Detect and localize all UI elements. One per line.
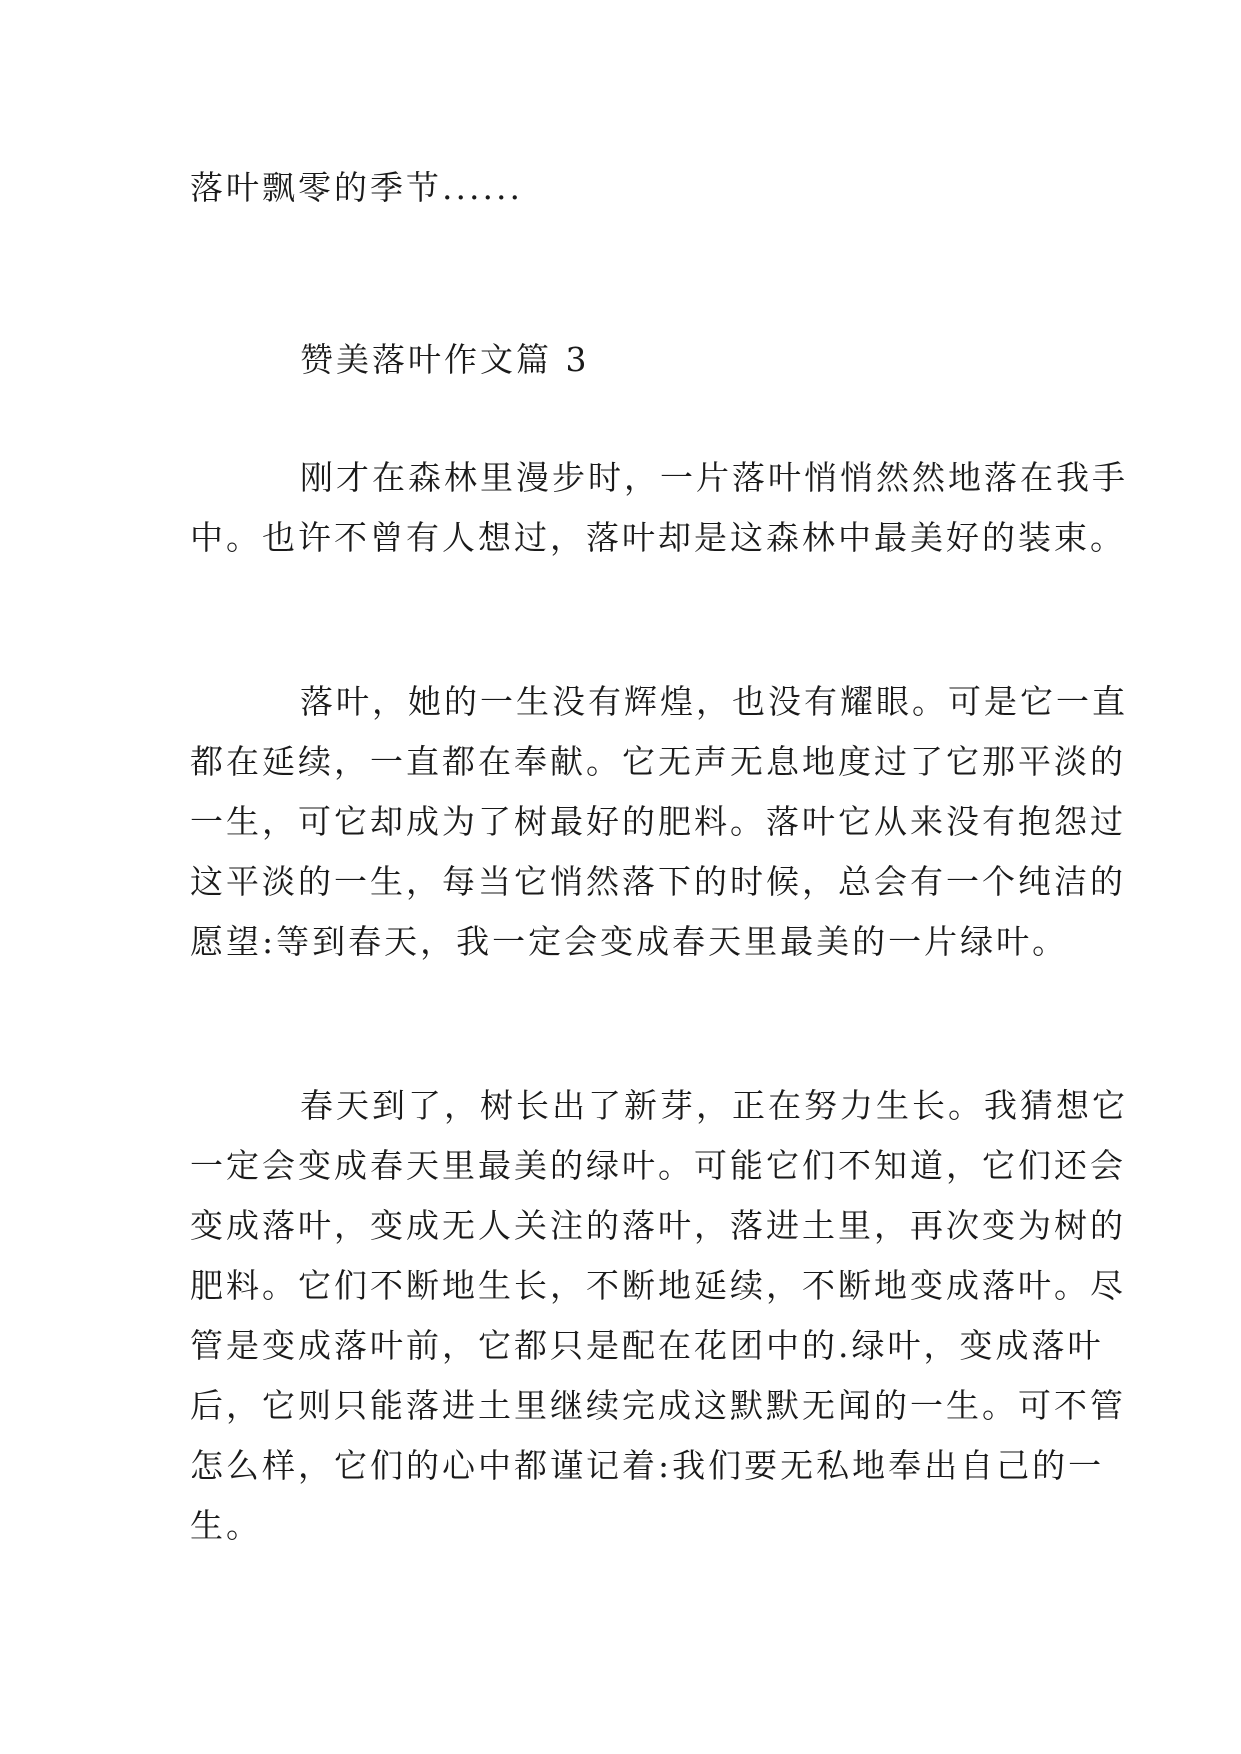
paragraph-2-line-5: 愿望:等到春天，我一定会变成春天里最美的一片绿叶。	[190, 922, 1069, 961]
paragraph-1-line-2: 中。也许不曾有人想过，落叶却是这森林中最美好的装束。	[190, 518, 1126, 557]
paragraph-3-line-1: 春天到了，树长出了新芽，正在努力生长。我猜想它	[300, 1086, 1128, 1125]
paragraph-3-line-3: 变成落叶，变成无人关注的落叶，落进土里，再次变为树的	[190, 1206, 1126, 1245]
paragraph-3-line-6: 后，它则只能落进土里继续完成这默默无闻的一生。可不管	[190, 1386, 1126, 1425]
paragraph-3-line-4: 肥料。它们不断地生长，不断地延续，不断地变成落叶。尽	[190, 1266, 1126, 1305]
paragraph-2-line-1: 落叶，她的一生没有辉煌，也没有耀眼。可是它一直	[300, 682, 1128, 721]
paragraph-3-line-8: 生。	[190, 1506, 262, 1545]
text-line-closing: 落叶飘零的季节......	[190, 168, 523, 207]
essay-heading: 赞美落叶作文篇 3	[300, 340, 590, 379]
paragraph-3-line-5: 管是变成落叶前，它都只是配在花团中的.绿叶，变成落叶	[190, 1326, 1104, 1365]
paragraph-2-line-4: 这平淡的一生，每当它悄然落下的时候，总会有一个纯洁的	[190, 862, 1126, 901]
paragraph-2-line-3: 一生，可它却成为了树最好的肥料。落叶它从来没有抱怨过	[190, 802, 1126, 841]
paragraph-2-line-2: 都在延续，一直都在奉献。它无声无息地度过了它那平淡的	[190, 742, 1126, 781]
paragraph-3-line-2: 一定会变成春天里最美的绿叶。可能它们不知道，它们还会	[190, 1146, 1126, 1185]
paragraph-1-line-1: 刚才在森林里漫步时，一片落叶悄悄然然地落在我手	[300, 458, 1128, 497]
paragraph-3-line-7: 怎么样，它们的心中都谨记着:我们要无私地奉出自己的一	[190, 1446, 1105, 1485]
